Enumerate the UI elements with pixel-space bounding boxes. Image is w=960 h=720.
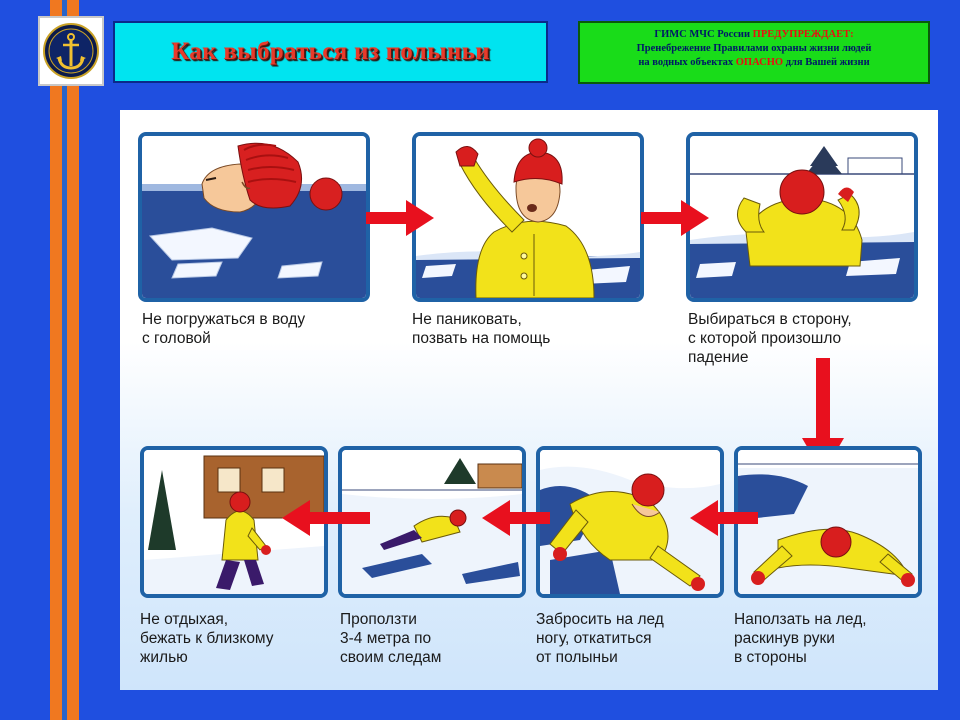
arrow-left-5-6 [480,500,550,536]
warning-line-3: на водных объектах ОПАСНО для Вашей жизни [638,57,870,68]
stripe-orange-right [67,0,79,720]
scene-2-illustration [416,136,640,298]
scene-step-1 [138,132,370,302]
page-title: Как выбраться из полыньи [171,38,490,65]
arrow-left-6-7 [280,500,370,536]
scene-4-illustration [738,450,918,594]
warning-line-2: Пренебрежение Правилами охраны жизни людей [636,43,872,54]
anchor-emblem-icon [42,20,100,82]
arrow-right-2-3 [641,200,711,236]
scene-step-3 [686,132,918,302]
warning-line-1 [580,28,928,42]
arrow-left-4-5 [688,500,758,536]
scene-1-illustration [142,136,366,298]
caption-step-5: Забросить на лед ногу, откатиться от полыньи [536,611,664,666]
warning-banner [578,21,930,84]
title-banner [113,21,548,83]
scene-step-4 [734,446,922,598]
instruction-panel [120,110,938,690]
arrow-right-1-2 [366,200,436,236]
warning-org: ГИМС МЧС России [654,29,751,40]
stripe-orange-left [50,0,62,720]
caption-step-7: Не отдыхая, бежать к близкому жилью [140,611,274,666]
caption-step-2: Не паниковать, позвать на помощь [412,311,551,347]
logo [38,16,104,86]
caption-step-4: Наползать на лед, раскинув руки в стороны [734,611,867,666]
caption-step-1: Не погружаться в воду с головой [142,311,306,347]
scene-step-2 [412,132,644,302]
scene-3-illustration [690,136,914,298]
warning-verb: ПРЕДУПРЕЖДАЕТ: [752,29,854,40]
caption-step-6: Проползти 3-4 метра по своим следам [340,611,442,666]
caption-step-3: Выбираться в сторону, с которой произошло падение [688,311,852,366]
warning-danger: ОПАСНО [735,57,784,68]
